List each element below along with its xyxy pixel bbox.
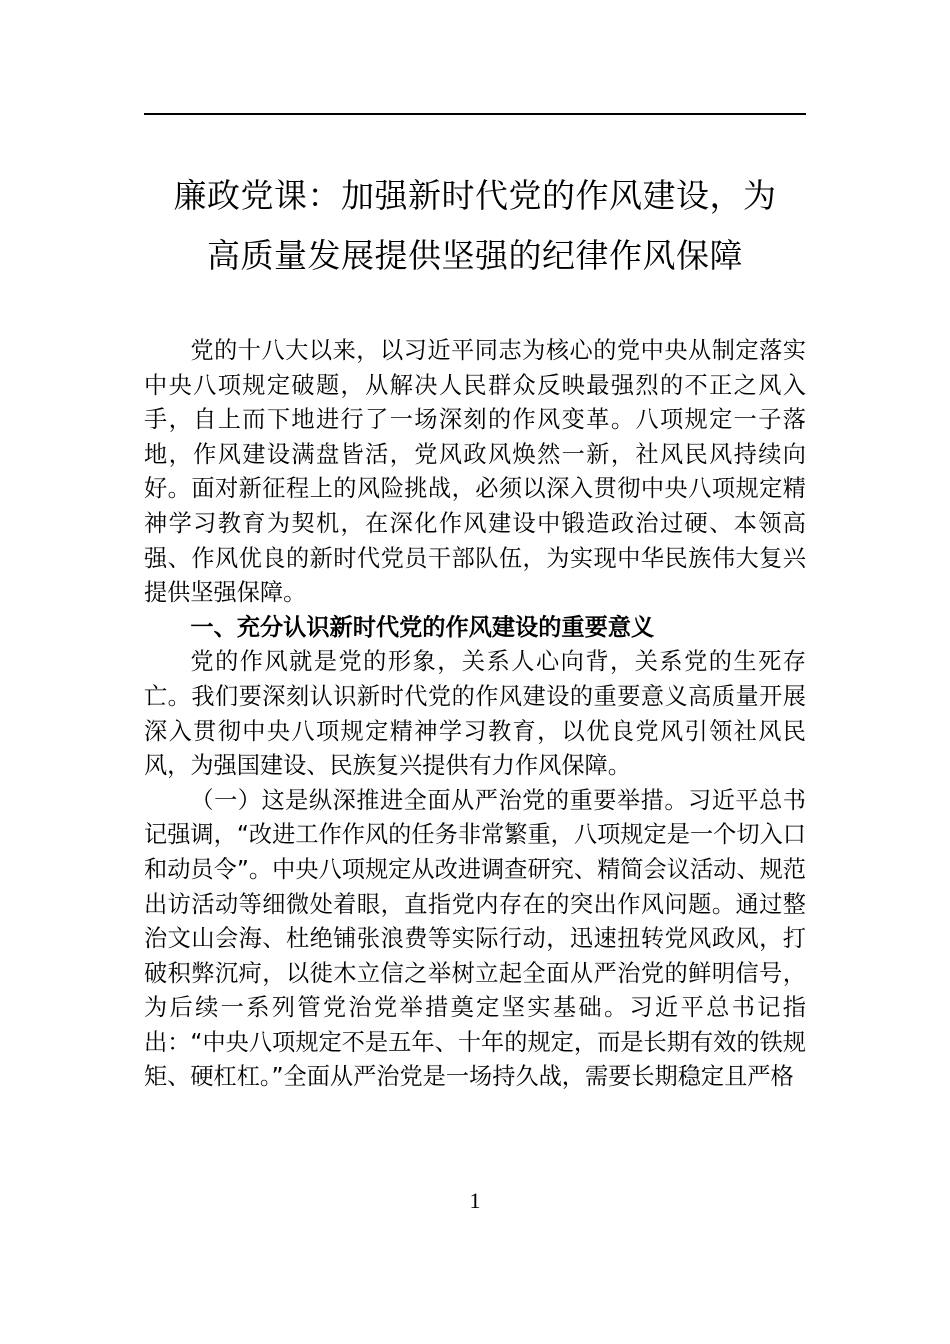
page-number: 1 bbox=[469, 1188, 481, 1213]
header-rule bbox=[144, 113, 806, 115]
section-heading-1: 一、充分认识新时代党的作风建设的重要意义 bbox=[190, 613, 655, 641]
title-line-1: 廉政党课：加强新时代党的作风建设，为 bbox=[173, 176, 777, 215]
paragraph-intro: 党的十八大以来，以习近平同志为核心的党中央从制定落实中央八项规定破题，从解决人民群众反映最强烈的不正之风入手，自上而下地进行了一场深刻的作风变革。八项规定一子落地，作风建设满盘皆活，党风政风焕然一新，社风民风持续向好。面对新征程上的风险挑战，必须以深入贯彻中央八项规定精神学习教育为契机，在深化作风建设中锻造政治过硬、本领高强、作风优良的新时代党员干部队伍，为实现中华民族伟大复兴提供坚强保障。 bbox=[144, 337, 806, 607]
document-title bbox=[140, 166, 810, 286]
paragraph-subsection-1: （一）这是纵深推进全面从严治党的重要举措。习近平总书记强调，“改进工作作风的任务非常繁重，八项规定是一个切入口和动员令”。中央八项规定从改进调查研究、精简会议活动、规范出访活动等细微处着眼，直指党内存在的突出作风问题。通过整治文山会海、杜绝铺张浪费等实际行动，迅速扭转党风政风，打破积弊沉疴，以徙木立信之举树立起全面从严治党的鲜明信号，为后续一系列管党治党举措奠定坚实基础。习近平总书记指出：“中央八项规定不是五年、十年的规定，而是长期有效的铁规矩、硬杠杠。”全面从严治党是一场持久战，需要长期稳定且严格 bbox=[144, 786, 806, 1091]
paragraph-section-1: 党的作风就是党的形象，关系人心向背，关系党的生死存亡。我们要深刻认识新时代党的作风建设的重要意义高质量开展深入贯彻中央八项规定精神学习教育，以优良党风引领社风民风，为强国建设、民族复兴提供有力作风保障。 bbox=[144, 648, 806, 780]
title-line-2: 高质量发展提供坚强的纪律作风保障 bbox=[207, 236, 743, 275]
document-body bbox=[144, 334, 806, 1095]
